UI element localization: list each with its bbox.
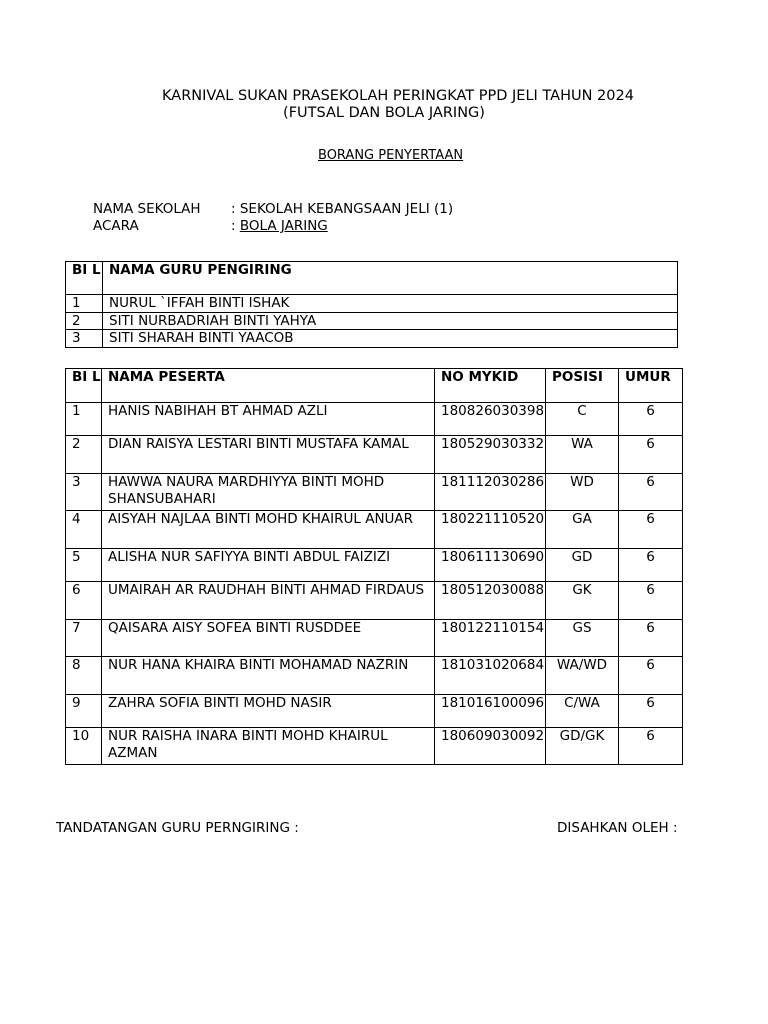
participant-bil: 10 [66,728,102,765]
table-row [66,330,678,348]
participant-mykid: 180826030398 [435,403,546,436]
table-row [66,474,683,511]
teachers-col-name: NAMA GURU PENGIRING [103,262,678,295]
table-row [66,582,683,620]
teacher-bil: 3 [66,330,103,348]
participant-posisi: C/WA [546,695,619,728]
teacher-name: SITI SHARAH BINTI YAACOB [103,330,678,348]
participant-mykid: 180512030088 [435,582,546,620]
participant-umur: 6 [619,728,683,765]
participant-bil: 2 [66,436,102,474]
participant-name: DIAN RAISYA LESTARI BINTI MUSTAFA KAMAL [102,436,435,474]
participant-posisi: WA [546,436,619,474]
participant-umur: 6 [619,620,683,657]
teachers-col-bil: BI L [66,262,103,295]
teacher-name: NURUL `IFFAH BINTI ISHAK [103,295,678,313]
participant-name: HAWWA NAURA MARDHIYYA BINTI MOHD SHANSUBAHARI [102,474,435,511]
participant-posisi: GS [546,620,619,657]
participant-mykid: 180221110520 [435,511,546,549]
participants-col-umur: UMUR [619,369,683,403]
participants-header-row [66,369,683,403]
participant-mykid: 180611130690 [435,549,546,582]
participant-name: AISYAH NAJLAA BINTI MOHD KHAIRUL ANUAR [102,511,435,549]
table-row [66,549,683,582]
school-separator: : [231,201,240,217]
participant-umur: 6 [619,582,683,620]
participant-name: HANIS NABIHAH BT AHMAD AZLI [102,403,435,436]
participant-umur: 6 [619,657,683,695]
participants-col-posisi: POSISI [546,369,619,403]
participant-mykid: 180609030092 [435,728,546,765]
table-row [66,657,683,695]
table-row [66,436,683,474]
form-title: BORANG PENYERTAAN [318,148,464,163]
table-row [66,620,683,657]
teachers-table [65,261,678,348]
participant-umur: 6 [619,403,683,436]
participant-mykid: 181112030286 [435,474,546,511]
participant-umur: 6 [619,695,683,728]
participant-bil: 5 [66,549,102,582]
teacher-signature-label: TANDATANGAN GURU PERNGIRING : [56,820,299,836]
teachers-header-row [66,262,678,295]
participant-umur: 6 [619,511,683,549]
participant-mykid: 180529030332 [435,436,546,474]
participant-name: UMAIRAH AR RAUDHAH BINTI AHMAD FIRDAUS [102,582,435,620]
approved-by-label: DISAHKAN OLEH : [557,820,678,836]
participant-mykid: 181031020684 [435,657,546,695]
participant-name: QAISARA AISY SOFEA BINTI RUSDDEE [102,620,435,657]
teacher-name: SITI NURBADRIAH BINTI YAHYA [103,312,678,330]
participants-col-mykid: NO MYKID [435,369,546,403]
participant-bil: 4 [66,511,102,549]
participant-bil: 6 [66,582,102,620]
participants-col-name: NAMA PESERTA [102,369,435,403]
table-row [66,728,683,765]
table-row [66,312,678,330]
event-value: BOLA JARING [239,218,328,234]
participant-umur: 6 [619,549,683,582]
school-value: SEKOLAH KEBANGSAAN JELI (1) [239,201,454,217]
participant-bil: 9 [66,695,102,728]
participant-mykid: 181016100096 [435,695,546,728]
participant-posisi: WD [546,474,619,511]
participant-bil: 7 [66,620,102,657]
participant-name: NUR RAISHA INARA BINTI MOHD KHAIRUL AZMAN [102,728,435,765]
teacher-bil: 1 [66,295,103,313]
event-value-row [231,218,328,235]
teacher-bil: 2 [66,312,103,330]
table-row [66,403,683,436]
table-row [66,695,683,728]
participants-table [65,368,683,765]
participant-mykid: 180122110154 [435,620,546,657]
event-separator: : [231,218,240,234]
document-title-line2: (FUTSAL DAN BOLA JARING) [283,105,485,121]
school-value-row [231,201,453,218]
participant-name: ZAHRA SOFIA BINTI MOHD NASIR [102,695,435,728]
participant-name: ALISHA NUR SAFIYYA BINTI ABDUL FAIZIZI [102,549,435,582]
participant-bil: 8 [66,657,102,695]
participant-posisi: WA/WD [546,657,619,695]
document-title-line1: KARNIVAL SUKAN PRASEKOLAH PERINGKAT PPD JELI TAHUN 2024 [162,88,634,104]
participant-posisi: GA [546,511,619,549]
table-row [66,511,683,549]
table-row [66,295,678,313]
participant-umur: 6 [619,436,683,474]
participant-posisi: GD [546,549,619,582]
participants-col-bil: BI L [66,369,102,403]
participant-posisi: GD/GK [546,728,619,765]
event-label: ACARA [93,218,139,234]
participant-bil: 3 [66,474,102,511]
participant-bil: 1 [66,403,102,436]
school-label: NAMA SEKOLAH [93,201,201,217]
participant-name: NUR HANA KHAIRA BINTI MOHAMAD NAZRIN [102,657,435,695]
participant-umur: 6 [619,474,683,511]
participant-posisi: GK [546,582,619,620]
participant-posisi: C [546,403,619,436]
